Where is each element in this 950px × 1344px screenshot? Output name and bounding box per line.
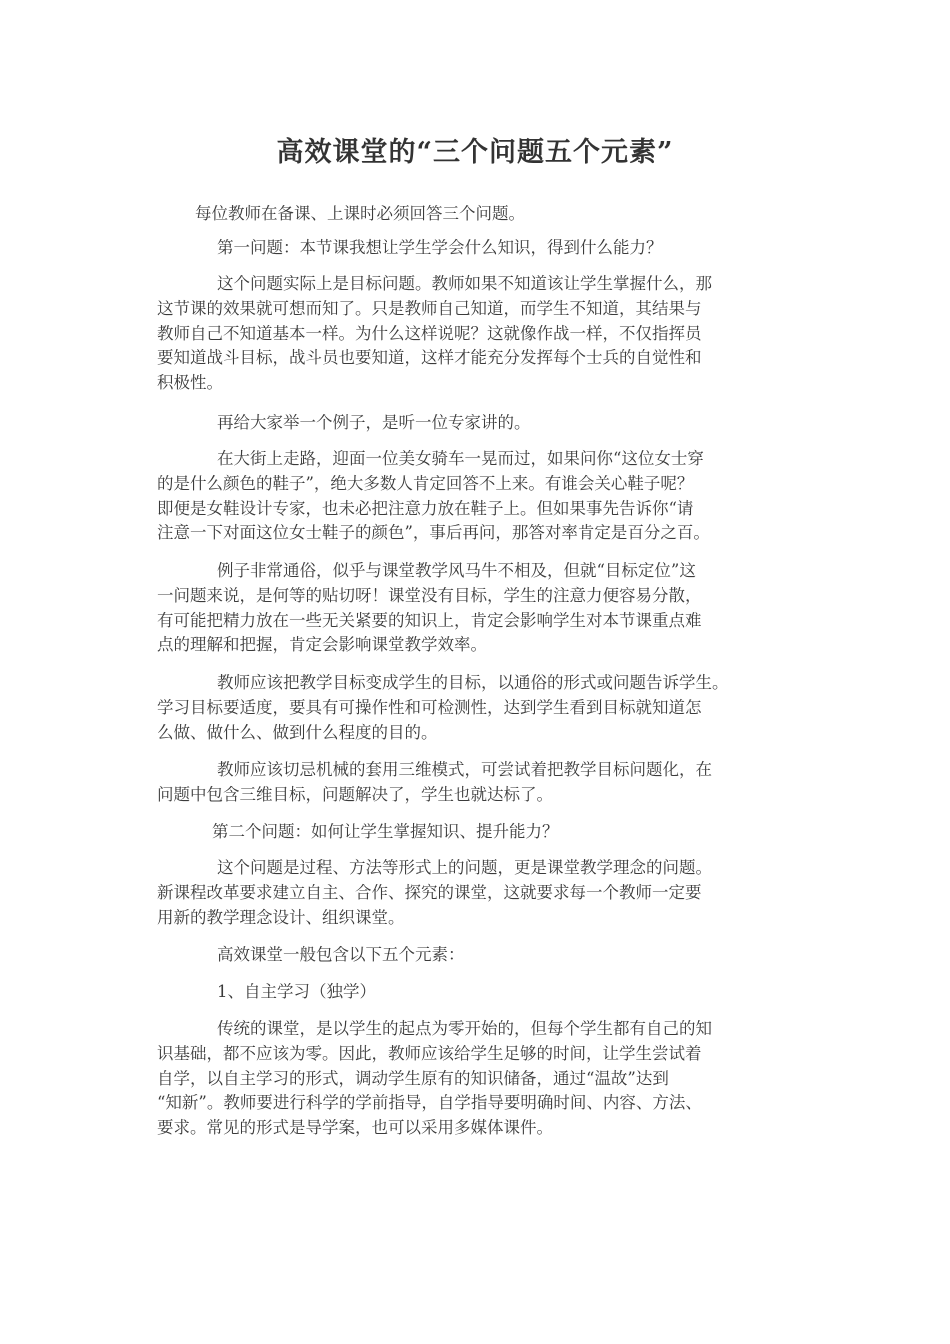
paragraph-line: 例子非常通俗，似乎与课堂教学风马牛不相及，但就“目标定位”这 — [217, 561, 696, 580]
paragraph-line: 在大街上走路，迎面一位美女骑车一晃而过，如果问你“这位女士穿 — [217, 449, 704, 468]
paragraph-line: 识基础，都不应该为零。因此，教师应该给学生足够的时间，让学生尝试着 — [157, 1043, 702, 1063]
paragraph-line: 这节课的效果就可想而知了。只是教师自己知道，而学生不知道，其结果与 — [157, 298, 702, 318]
paragraph-line: 一问题来说，是何等的贴切呀！课堂没有目标，学生的注意力便容易分散， — [157, 585, 702, 605]
paragraph-line: 学习目标要适度，要具有可操作性和可检测性，达到学生看到目标就知道怎 — [157, 697, 702, 717]
paragraph-line: 教师自己不知道基本一样。为什么这样说呢？这就像作战一样，不仅指挥员 — [157, 323, 702, 343]
paragraph-p7 — [157, 671, 817, 745]
paragraph-p6 — [157, 559, 817, 658]
paragraph-p5 — [157, 447, 817, 546]
paragraph-p11 — [157, 943, 817, 968]
paragraph-p4 — [157, 411, 817, 436]
paragraph-line: 积极性。 — [157, 373, 223, 393]
paragraph-line: 每位教师在备课、上课时必须回答三个问题。 — [195, 204, 525, 223]
paragraph-line: 要求。常见的形式是导学案，也可以采用多媒体课件。 — [157, 1118, 553, 1138]
paragraph-line: 这个问题是过程、方法等形式上的问题，更是课堂教学理念的问题。 — [217, 858, 712, 877]
paragraph-line: 高效课堂一般包含以下五个元素： — [217, 945, 465, 964]
paragraph-line: 第二个问题：如何让学生掌握知识、提升能力？ — [212, 822, 559, 841]
paragraph-line: 教师应该切忌机械的套用三维模式，可尝试着把教学目标问题化，在 — [217, 760, 712, 779]
paragraph-line: 新课程改革要求建立自主、合作、探究的课堂，这就要求每一个教师一定要 — [157, 882, 702, 902]
paragraph-p3 — [157, 272, 817, 396]
paragraph-line: 1、自主学习（独学） — [217, 982, 376, 1001]
paragraph-line: 这个问题实际上是目标问题。教师如果不知道该让学生掌握什么，那 — [217, 274, 712, 293]
paragraph-line: 要知道战斗目标，战斗员也要知道，这样才能充分发挥每个士兵的自觉性和 — [157, 348, 702, 368]
paragraph-line: 有可能把精力放在一些无关紧要的知识上，肯定会影响学生对本节课重点难 — [157, 610, 702, 630]
paragraph-line: “知新”。教师要进行科学的学前指导，自学指导要明确时间、内容、方法、 — [157, 1093, 702, 1113]
paragraph-line: 用新的教学理念设计、组织课堂。 — [157, 907, 405, 927]
paragraph-line: 点的理解和把握，肯定会影响课堂教学效率。 — [157, 635, 487, 655]
paragraph-p8 — [157, 758, 817, 808]
paragraph-p9 — [157, 820, 817, 845]
paragraph-p13 — [157, 1017, 817, 1141]
paragraph-line: 第一问题：本节课我想让学生学会什么知识，得到什么能力？ — [217, 238, 663, 257]
paragraph-line: 的是什么颜色的鞋子”，绝大多数人肯定回答不上来。有谁会关心鞋子呢？ — [157, 473, 694, 493]
paragraph-line: 自学，以自主学习的形式，调动学生原有的知识储备，通过“温故”达到 — [157, 1068, 669, 1088]
document-title: 高效课堂的“三个问题五个元素” — [276, 137, 674, 168]
paragraph-line: 教师应该把教学目标变成学生的目标，以通俗的形式或问题告诉学生。 — [217, 673, 729, 692]
paragraph-line: 即便是女鞋设计专家，也未必把注意力放在鞋子上。但如果事先告诉你“请 — [157, 498, 694, 518]
paragraph-p1 — [157, 202, 817, 227]
paragraph-line: 再给大家举一个例子，是听一位专家讲的。 — [217, 413, 531, 432]
paragraph-line: 么做、做什么、做到什么程度的目的。 — [157, 722, 438, 742]
paragraph-p12 — [157, 980, 817, 1005]
paragraph-line: 传统的课堂，是以学生的起点为零开始的，但每个学生都有自己的知 — [217, 1019, 712, 1038]
paragraph-line: 问题中包含三维目标，问题解决了，学生也就达标了。 — [157, 784, 553, 804]
paragraph-line: 注意一下对面这位女士鞋子的颜色”，事后再问，那答对率肯定是百分之百。 — [157, 523, 710, 543]
paragraph-p2 — [157, 236, 817, 261]
paragraph-p10 — [157, 856, 817, 930]
